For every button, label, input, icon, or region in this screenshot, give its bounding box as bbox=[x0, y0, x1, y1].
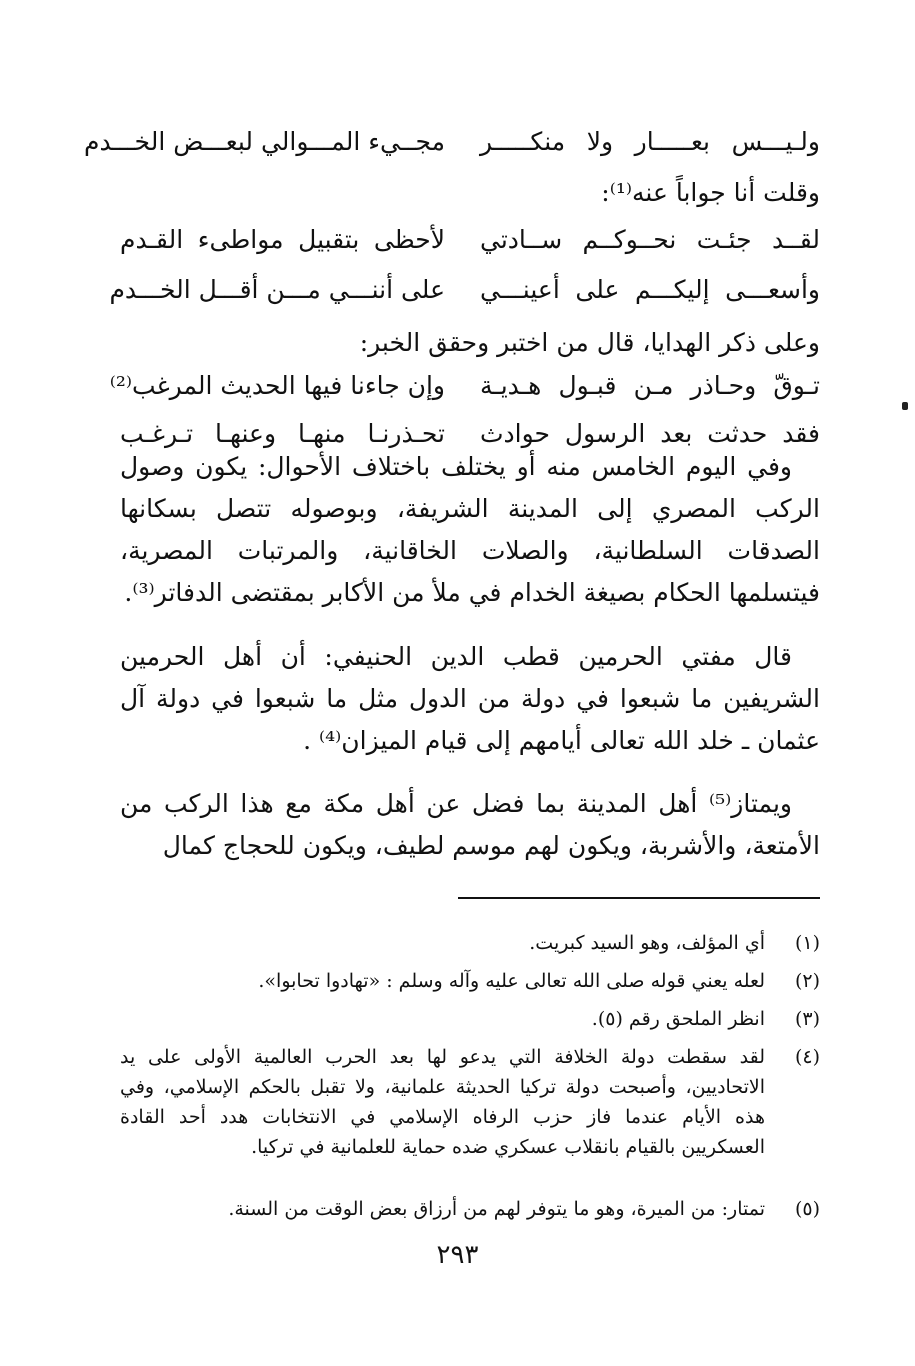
verse-hemistich-left: وإن جاءنا فيها الحديث المرغب⁽²⁾ bbox=[109, 371, 445, 400]
footnote-text: انظر الملحق رقم (٥). bbox=[591, 1008, 765, 1030]
footnote-number: (٤) bbox=[794, 1046, 820, 1068]
footnote-5 bbox=[120, 1194, 820, 1224]
footnote-number: (٢) bbox=[794, 970, 820, 992]
verse-hemistich-left: مجــيء المـــوالي لبعـــض الخـــدم bbox=[83, 127, 445, 156]
footnote-1 bbox=[120, 928, 820, 958]
verse-hemistich-left: على أننـــي مـــن أقـــل الخـــدم bbox=[109, 275, 445, 304]
verse-hemistich-left: تحـذرنـا منهـا وعنهـا تـرغـب bbox=[120, 419, 445, 448]
verse-hemistich-right: تـوقّ وحـاذر مـن قبـول هـديـة bbox=[480, 371, 820, 400]
footnote-4 bbox=[120, 1042, 820, 1162]
footnote-3 bbox=[120, 1004, 820, 1034]
margin-mark bbox=[902, 402, 908, 410]
paragraph-mufti-quote: قال مفتي الحرمين قطب الدين الحنيفي: أن أهل الحرمين الشريفين ما شبعوا في دولة من الدول مثل ما شبعوا في دولة آل عثمان ـ خلد الله تعالى أيامهم إلى قيام الميزان⁽⁴⁾ . bbox=[120, 642, 820, 755]
verse-line-4 bbox=[109, 360, 820, 412]
footnote-text: تمتار: من الميرة، وهو ما يتوفر لهم من أرزاق بعض الوقت من السنة. bbox=[228, 1198, 765, 1220]
verse-hemistich-right: ولـيـــس بعـــــار ولا منكـــــر bbox=[480, 127, 820, 156]
verse-intro-gifts: وعلى ذكر الهدايا، قال من اختبر وحقق الخبر: bbox=[359, 328, 820, 357]
footnote-text: أي المؤلف، وهو السيد كبريت. bbox=[529, 932, 765, 954]
page-number: ٢٩٣ bbox=[436, 1240, 479, 1270]
verse-intro-reply: وقلت أنا جواباً عنه⁽¹⁾: bbox=[601, 178, 820, 207]
footnote-number: (٣) bbox=[794, 1008, 820, 1030]
footnote-2 bbox=[120, 966, 820, 996]
footnote-number: (٥) bbox=[794, 1198, 820, 1220]
verse-hemistich-right: لقــد جئـت نحــوكــم ســادتي bbox=[480, 225, 820, 254]
verse-line-3 bbox=[109, 264, 820, 316]
paragraph-medina-people: ويمتاز⁽⁵⁾ أهل المدينة بما فضل عن أهل مكة مع هذا الركب من الأمتعة، والأشربة، ويكون لهم موسم لطيف، ويكون للحجاج كمال bbox=[120, 789, 820, 860]
paragraph-egyptian-caravan: وفي اليوم الخامس منه أو يختلف باختلاف الأحوال: يكون وصول الركب المصري إلى المدينة الشريفة، وبوصوله تتصل بسكانها الصدقات السلطانية، والصلات الخاقانية، والمرتبات المصرية، فيتسلمها الحكام بصيغة الخدام في ملأ من الأكابر بمقتضى الدفاتر⁽³⁾. bbox=[120, 452, 820, 607]
verse-line-1 bbox=[83, 116, 820, 168]
footnote-separator bbox=[458, 897, 820, 899]
verse-hemistich-right: وأسعـــى إليكـــم على أعينـــي bbox=[480, 275, 820, 304]
verse-hemistich-left: لأحظى بتقبيل مواطىء القـدم bbox=[120, 225, 445, 254]
footnote-text: لعله يعني قوله صلى الله تعالى عليه وآله وسلم : «تهادوا تحابوا». bbox=[258, 970, 765, 992]
footnote-text: لقد سقطت دولة الخلافة التي يدعو لها بعد الحرب العالمية الأولى على يد الاتحاديين، وأصبحت دولة تركيا الحديثة علمانية، ولا تقبل بالحكم الإسلامي، وفي هذه الأيام عندما فاز حزب الرفاه الإسلامي في الانتخابات هدد أحد القادة العسكريين بالقيام بانقلاب عسكري ضده حماية للعلمانية في تركيا. bbox=[120, 1046, 765, 1158]
footnote-number: (١) bbox=[794, 932, 820, 954]
verse-hemistich-right: فقد حدثت بعد الرسول حوادث bbox=[480, 419, 820, 448]
verse-line-2 bbox=[120, 214, 820, 266]
